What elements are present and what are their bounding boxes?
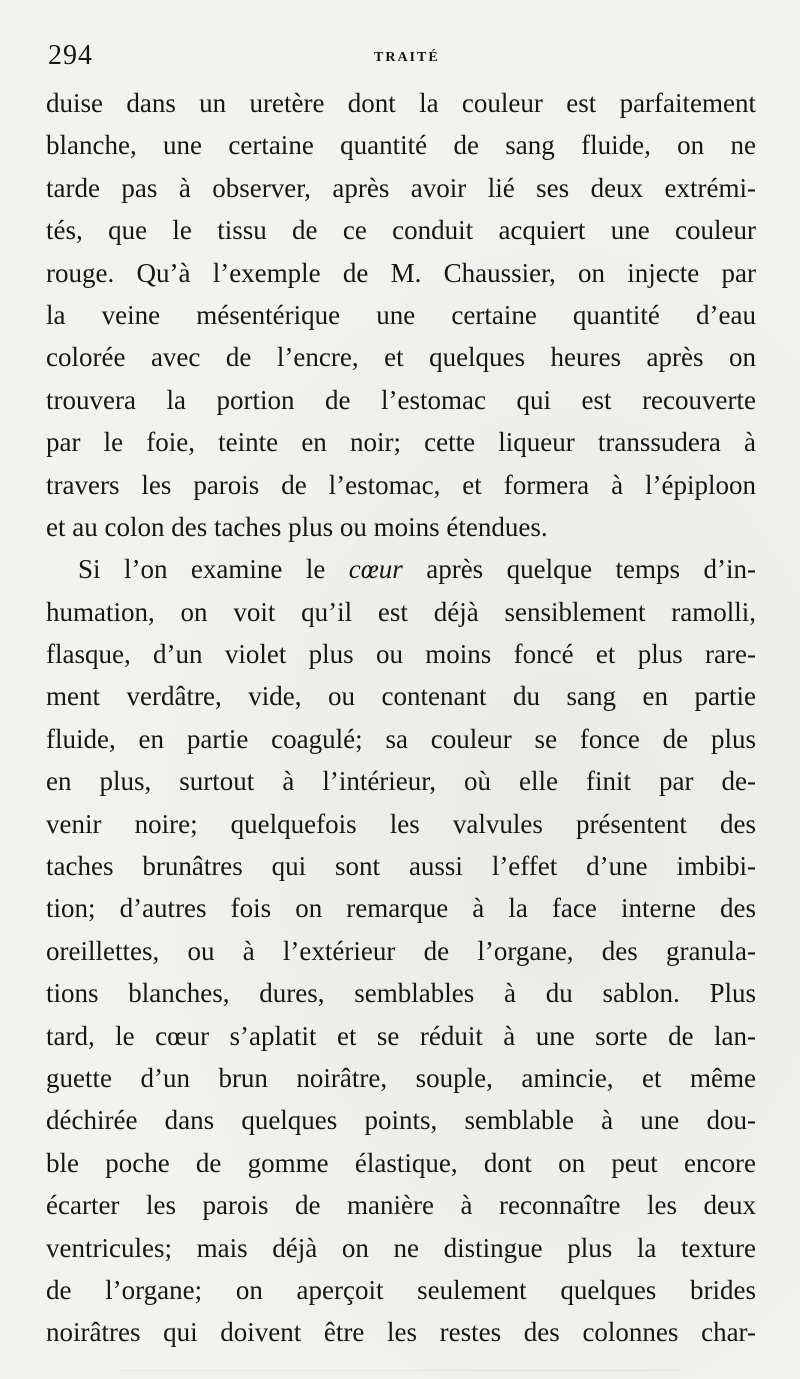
- text-line: la veine mésentérique une certaine quantité d’eau: [46, 299, 756, 330]
- text-line: tion; d’autres fois on remarque à la face interne des: [46, 893, 756, 924]
- text-line: tés, que le tissu de ce conduit acquiert une couleur: [46, 215, 756, 246]
- text-line: rouge. Qu’à l’exemple de M. Chaussier, on injecte par: [46, 257, 756, 288]
- text-line: et au colon des taches plus ou moins étendues.: [46, 511, 548, 542]
- text-line: par le foie, teinte en noir; cette liqueur transsudera à: [46, 427, 756, 458]
- page-edge-shadow: [120, 1370, 680, 1371]
- text-line: noirâtres qui doivent être les restes des colonnes char-: [46, 1317, 756, 1348]
- text-line: humation, on voit qu’il est déjà sensiblement ramolli,: [46, 596, 756, 627]
- text-line: en plus, surtout à l’intérieur, où elle finit par de-: [46, 766, 756, 797]
- text-line: ble poche de gomme élastique, dont on peut encore: [46, 1147, 756, 1178]
- text-segment: Si l’on examine le: [78, 554, 349, 585]
- text-line: blanche, une certaine quantité de sang fluide, on ne: [46, 130, 756, 161]
- text-line: écarter les parois de manière à reconnaître les deux: [46, 1190, 756, 1221]
- text-line: trouvera la portion de l’estomac qui est recouverte: [46, 384, 756, 415]
- text-line: tarde pas à observer, après avoir lié ses deux extrémi-: [46, 172, 756, 203]
- text-line: déchirée dans quelques points, semblable à une dou-: [46, 1105, 756, 1136]
- text-line: de l’organe; on aperçoit seulement quelques brides: [46, 1274, 756, 1305]
- text-line: tions blanches, dures, semblables à du sablon. Plus: [46, 978, 756, 1009]
- running-head: [44, 38, 756, 78]
- text-line: travers les parois de l’estomac, et formera à l’épiploon: [46, 469, 756, 500]
- text-line: colorée avec de l’encre, et quelques heures après on: [46, 342, 756, 373]
- text-line: guette d’un brun noirâtre, souple, amincie, et même: [46, 1062, 756, 1093]
- text-line: ventricules; mais déjà on ne distingue plus la texture: [46, 1232, 756, 1263]
- paragraph-first-line: [46, 548, 756, 590]
- text-line: oreillettes, ou à l’extérieur de l’organe, des granula-: [46, 935, 756, 966]
- running-title: TRAITÉ: [374, 50, 440, 65]
- text-line: duise dans un uretère dont la couleur est parfaitement: [46, 88, 756, 118]
- body-text: [46, 82, 756, 1354]
- page-number: 294: [48, 40, 93, 71]
- text-segment: après quelque temps d’in-: [402, 554, 756, 585]
- text-line: venir noire; quelquefois les valvules présentent des: [46, 808, 756, 839]
- text-line: flasque, d’un violet plus ou moins foncé et plus rare-: [46, 639, 756, 670]
- italic-term: cœur: [348, 554, 403, 585]
- text-line: tard, le cœur s’aplatit et se réduit à une sorte de lan-: [46, 1020, 756, 1051]
- text-line: ment verdâtre, vide, ou contenant du sang en partie: [46, 681, 756, 712]
- text-line: taches brunâtres qui sont aussi l’effet d’une imbibi-: [46, 851, 756, 882]
- text-line: fluide, en partie coagulé; sa couleur se fonce de plus: [46, 723, 756, 754]
